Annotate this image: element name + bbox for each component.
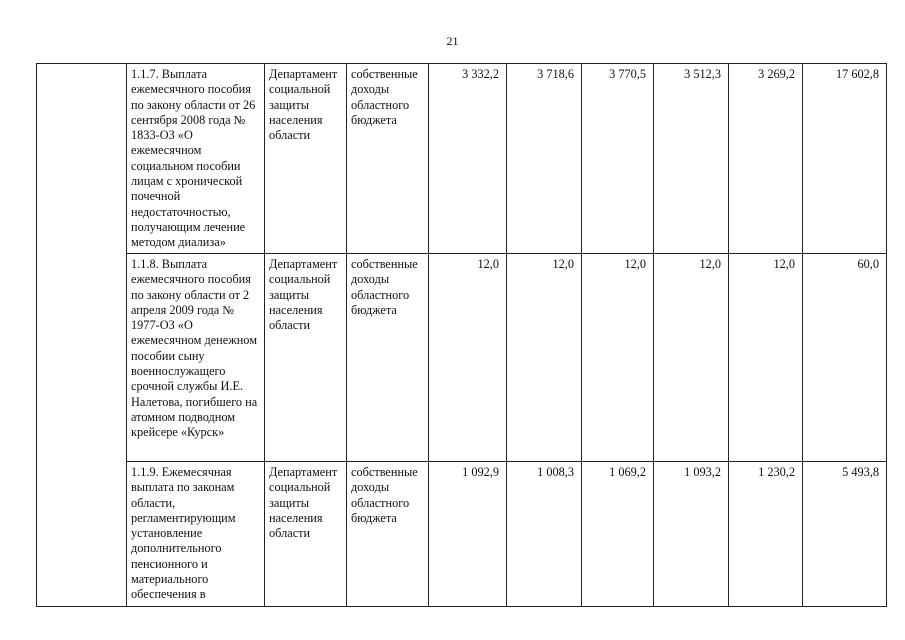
measure-title: 1.1.7. Выплата ежемесячного пособия по закону области от 26 сентября 2008 года № 1833-ОЗ «О ежемесячном социальном пособии лицам с хронической почечной недостаточностью, получающим лечение методом диализа» [127, 64, 265, 254]
budget-table [36, 63, 887, 607]
value-cell: 12,0 [654, 254, 729, 462]
value-cell: 1 008,3 [507, 462, 582, 607]
total-cell: 17 602,8 [803, 64, 887, 254]
table-row [37, 64, 887, 254]
measure-title: 1.1.9. Ежемесячная выплата по законам области, регламентирующим установление дополнительного пенсионного и материального обеспечения в [127, 462, 265, 607]
measure-title: 1.1.8. Выплата ежемесячного пособия по закону области от 2 апреля 2009 года № 1977-ОЗ «О ежемесячном денежном пособии сыну военнослужащего срочной службы И.Е. Налетова, погибшего на атомном подводном крейсере «Курск» [127, 254, 265, 462]
executor-cell: Департамент социальной защиты населения области [265, 462, 347, 607]
value-cell: 3 512,3 [654, 64, 729, 254]
value-cell: 3 269,2 [729, 64, 803, 254]
table-row [37, 254, 887, 462]
value-cell: 12,0 [582, 254, 654, 462]
page-number: 21 [446, 34, 459, 48]
blank-first-column [37, 64, 127, 607]
value-cell: 1 093,2 [654, 462, 729, 607]
table-row [37, 462, 887, 607]
total-cell: 5 493,8 [803, 462, 887, 607]
value-cell: 3 718,6 [507, 64, 582, 254]
executor-cell: Департамент социальной защиты населения области [265, 64, 347, 254]
value-cell: 12,0 [429, 254, 507, 462]
funding-source-cell: собственные доходы областного бюджета [347, 64, 429, 254]
executor-cell: Департамент социальной защиты населения области [265, 254, 347, 462]
value-cell: 1 092,9 [429, 462, 507, 607]
funding-source-cell: собственные доходы областного бюджета [347, 254, 429, 462]
value-cell: 1 069,2 [582, 462, 654, 607]
value-cell: 12,0 [507, 254, 582, 462]
total-cell: 60,0 [803, 254, 887, 462]
value-cell: 3 332,2 [429, 64, 507, 254]
funding-source-cell: собственные доходы областного бюджета [347, 462, 429, 607]
value-cell: 12,0 [729, 254, 803, 462]
value-cell: 1 230,2 [729, 462, 803, 607]
value-cell: 3 770,5 [582, 64, 654, 254]
